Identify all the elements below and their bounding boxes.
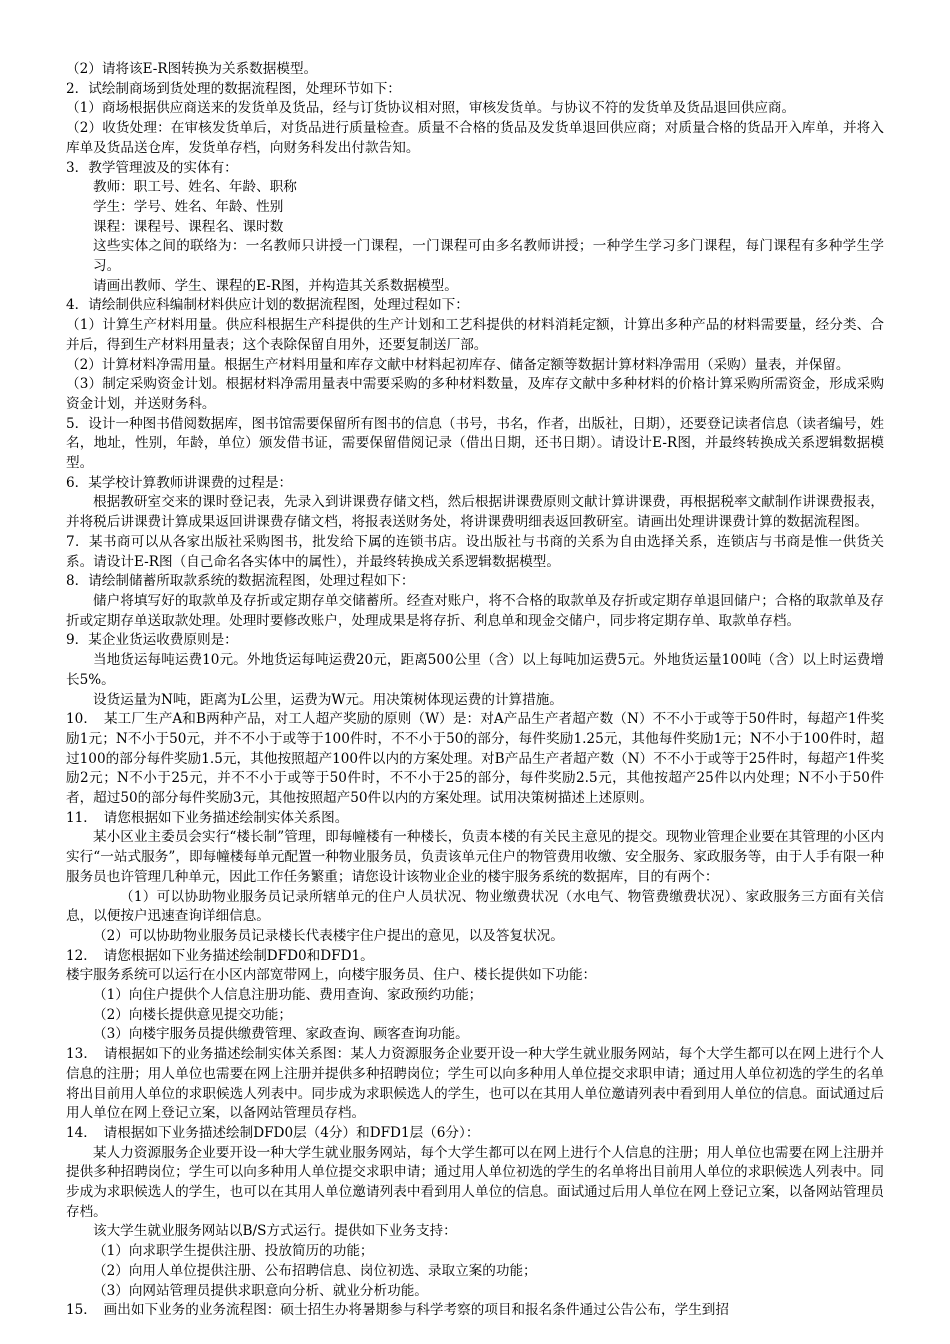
text-paragraph: 8．请绘制储蓄所取款系统的数据流程图，处理过程如下： (66, 573, 415, 590)
text-paragraph: 10． 某工厂生产A和B两种产品，对工人超产奖励的原则（W）是：对A产品生产者超产数（N）不不小于或等于50件时，每超产1件奖励1元；N不小于50元，并不不小于或等于100件时，不不小于50的部分，每件奖励1.25元，其他每件奖励1元；N不小于100件时，超过100的部分每件奖励1.5元，其他按照超产100件以内的方案处理。对B产品生产者超产数（N）不不小于或等于25件时，每超产1件奖励2元；N不小于25元，并不不小于或等于50件时，不不小于25的部分，每件奖励2.5元，其他按超产25件以内处理；N不小于50件者，超过50的部分每件奖励3元，其他按照超产50件以内的方案处理。试用决策树描述上述原则。 (66, 711, 884, 807)
text-paragraph: （2）计算材料净需用量。根据生产材料用量和库存文献中材料起初库存、储备定额等数据计算材料净需用（采购）量表，并保留。 (66, 356, 850, 373)
text-paragraph: （3）向楼宇服务员提供缴费管理、家政查询、顾客查询功能。 (93, 1026, 469, 1043)
text-paragraph: 这些实体之间的联络为：一名教师只讲授一门课程，一门课程可由多名教师讲授；一种学生学习多门课程，每门课程有多种学生学习。 (93, 238, 884, 275)
text-paragraph: （2）向楼长提供意见提交功能； (93, 1006, 292, 1023)
text-paragraph: 7．某书商可以从各家出版社采购图书，批发给下属的连锁书店。设出版社与书商的关系为自由选择关系，连锁店与书商是惟一供货关系。请设计E-R图（自己命名各实体中的属性），并最终转换成关系逻辑数据模型。 (66, 533, 884, 570)
text-paragraph: 3．教学管理波及的实体有： (66, 159, 238, 176)
text-paragraph: 6．某学校计算教师讲课费的过程是： (66, 474, 293, 491)
text-paragraph: （1）向求职学生提供注册、投放简历的功能； (93, 1243, 374, 1260)
text-paragraph: 楼宇服务系统可以运行在小区内部宽带网上，向楼宇服务员、住户、楼长提供如下功能： (66, 967, 597, 984)
text-paragraph: 请画出教师、学生、课程的E-R图，并构造其关系数据模型。 (93, 277, 458, 294)
text-paragraph: （2）向用人单位提供注册、公布招聘信息、岗位初选、录取立案的功能； (93, 1262, 537, 1279)
text-paragraph: （2）请将该E-R图转换为关系数据模型。 (66, 61, 318, 77)
text-paragraph: 15． 画出如下业务的业务流程图：硕士招生办将暑期参与科学考察的项目和报名条件通过公告公布，学生到招 (66, 1302, 729, 1319)
text-paragraph: （1）商场根据供应商送来的发货单及货品，经与订货协议相对照，审核发货单。与协议不符的发货单及货品退回供应商。 (66, 100, 796, 117)
text-paragraph: 当地货运每吨运费10元。外地货运每吨运费20元，距离500公里（含）以上每吨加运费5元。外地货运量100吨（含）以上时运费增长5%。 (66, 652, 884, 688)
text-paragraph: （1）向住户提供个人信息注册功能、费用查询、家政预约功能； (93, 987, 483, 1004)
text-paragraph: （1）可以协助物业服务员记录所辖单元的住户人员状况、物业缴费状况（水电气、物管费缴费状况）、家政服务三方面有关信息，以便按户迅速查询详细信息。 (66, 888, 884, 925)
text-paragraph: 13． 请根据如下的业务描述绘制实体关系图：某人力资源服务企业要开设一种大学生就业服务网站，每个大学生都可以在网上进行个人信息的注册；用人单位也需要在网上注册并提供多种招聘岗位；学生可以向多种用人单位提交求职申请；通过用人单位初选的学生的名单将出目前用人单位的求职候选人列表中。同步成为求职候选人的学生，也可以在其用人单位邀请列表中看到用人单位的信息。面试通过后用人单位在网上登记立案，以备网站管理员存档。 (66, 1046, 884, 1122)
text-paragraph: 2．试绘制商场到货处理的数据流程图，处理环节如下： (66, 80, 401, 97)
text-paragraph: 根据教研室交来的课时登记表，先录入到讲课费存储文档，然后根据讲课费原则文献计算讲课费，再根据税率文献制作讲课费报表，并将税后讲课费计算成果返回讲课费存储文档，将报表送财务处，将讲课费明细表返回教研室。请画出处理讲课费计算的数据流程图。 (66, 494, 884, 531)
text-paragraph: 教师：职工号、姓名、年龄、职称 (93, 179, 297, 196)
text-paragraph: （1）计算生产材料用量。供应科根据生产科提供的生产计划和工艺科提供的材料消耗定额，计算出多种产品的材料需要量，经分类、合并后，得到生产材料用量表；这个表除保留自用外，还要复制送厂部。 (66, 317, 884, 353)
text-paragraph: 该大学生就业服务网站以B/S方式运行。提供如下业务支持： (93, 1223, 457, 1240)
text-paragraph: 11． 请您根据如下业务描述绘制实体关系图。 (66, 809, 349, 826)
text-paragraph: 学生：学号、姓名、年龄、性别 (93, 198, 284, 215)
text-paragraph: （3）向网站管理员提供求职意向分析、就业分析功能。 (93, 1282, 428, 1299)
text-paragraph: （3）制定采购资金计划。根据材料净需用量表中需要采购的多种材料数量，及库存文献中多种材料的价格计算采购所需资金，形成采购资金计划，并送财务科。 (66, 376, 884, 412)
text-paragraph: （2）收货处理：在审核发货单后，对货品进行质量检查。质量不合格的货品及发货单退回供应商；对质量合格的货品开入库单，并将入库单及货品送仓库，发货单存档，向财务科发出付款告知。 (66, 120, 884, 156)
text-paragraph: 4．请绘制供应科编制材料供应计划的数据流程图，处理过程如下： (66, 297, 469, 314)
text-paragraph: 课程：课程号、课程名、课时数 (93, 218, 284, 235)
text-paragraph: 12． 请您根据如下业务描述绘制DFD0和DFD1。 (66, 947, 374, 964)
text-paragraph: 9．某企业货运收费原则是： (66, 632, 238, 649)
text-paragraph: 5．设计一种图书借阅数据库，图书馆需要保留所有图书的信息（书号，书名，作者，出版社，日期），还要登记读者信息（读者编号，姓名，地址，性别，年龄，单位）颁发借书证，需要保留借阅记录（借出日期，还书日期）。请设计E-R图，并最终转换成关系逻辑数据模型。 (66, 415, 884, 472)
text-paragraph: 设货运量为N吨，距离为L公里，运费为W元。用决策树体现运费的计算措施。 (93, 691, 563, 708)
text-paragraph: 14． 请根据如下业务描述绘制DFD0层（4分）和DFD1层（6分）： (66, 1124, 480, 1141)
text-paragraph: 某人力资源服务企业要开设一种大学生就业服务网站，每个大学生都可以在网上进行个人信息的注册；用人单位也需要在网上注册并提供多种招聘岗位；学生可以向多种用人单位提交求职申请；通过用人单位初选的学生的名单将出目前用人单位的求职候选人列表中。同步成为求职候选人的学生，也可以在其用人单位邀请列表中看到用人单位的信息。面试通过后用人单位在网上登记立案，以备网站管理员存档。 (66, 1144, 884, 1220)
text-paragraph: 储户将填写好的取款单及存折或定期存单交储蓄所。经查对账户，将不合格的取款单及存折或定期存单退回储户；合格的取款单及存折或定期存单送取款处理。处理时要修改账户，处理成果是将存折、利息单和现金交储户，同步将定期存单、取款单存档。 (66, 592, 884, 629)
document-page (66, 60, 884, 1321)
text-paragraph: 某小区业主委员会实行“楼长制”管理，即每幢楼有一种楼长，负责本楼的有关民主意见的提交。现物业管理企业要在其管理的小区内实行“一站式服务”，即每幢楼每单元配置一种物业服务员，负责该单元住户的物管费用收缴、安全服务、家政服务等，由于人手有限一种服务员也许管理几种单元，因此工作任务繁重；请您设计该物业企业的楼宇服务系统的数据库，目的有两个： (66, 829, 884, 885)
text-paragraph: （2）可以协助物业服务员记录楼长代表楼宇住户提出的意见，以及答复状况。 (93, 927, 564, 944)
